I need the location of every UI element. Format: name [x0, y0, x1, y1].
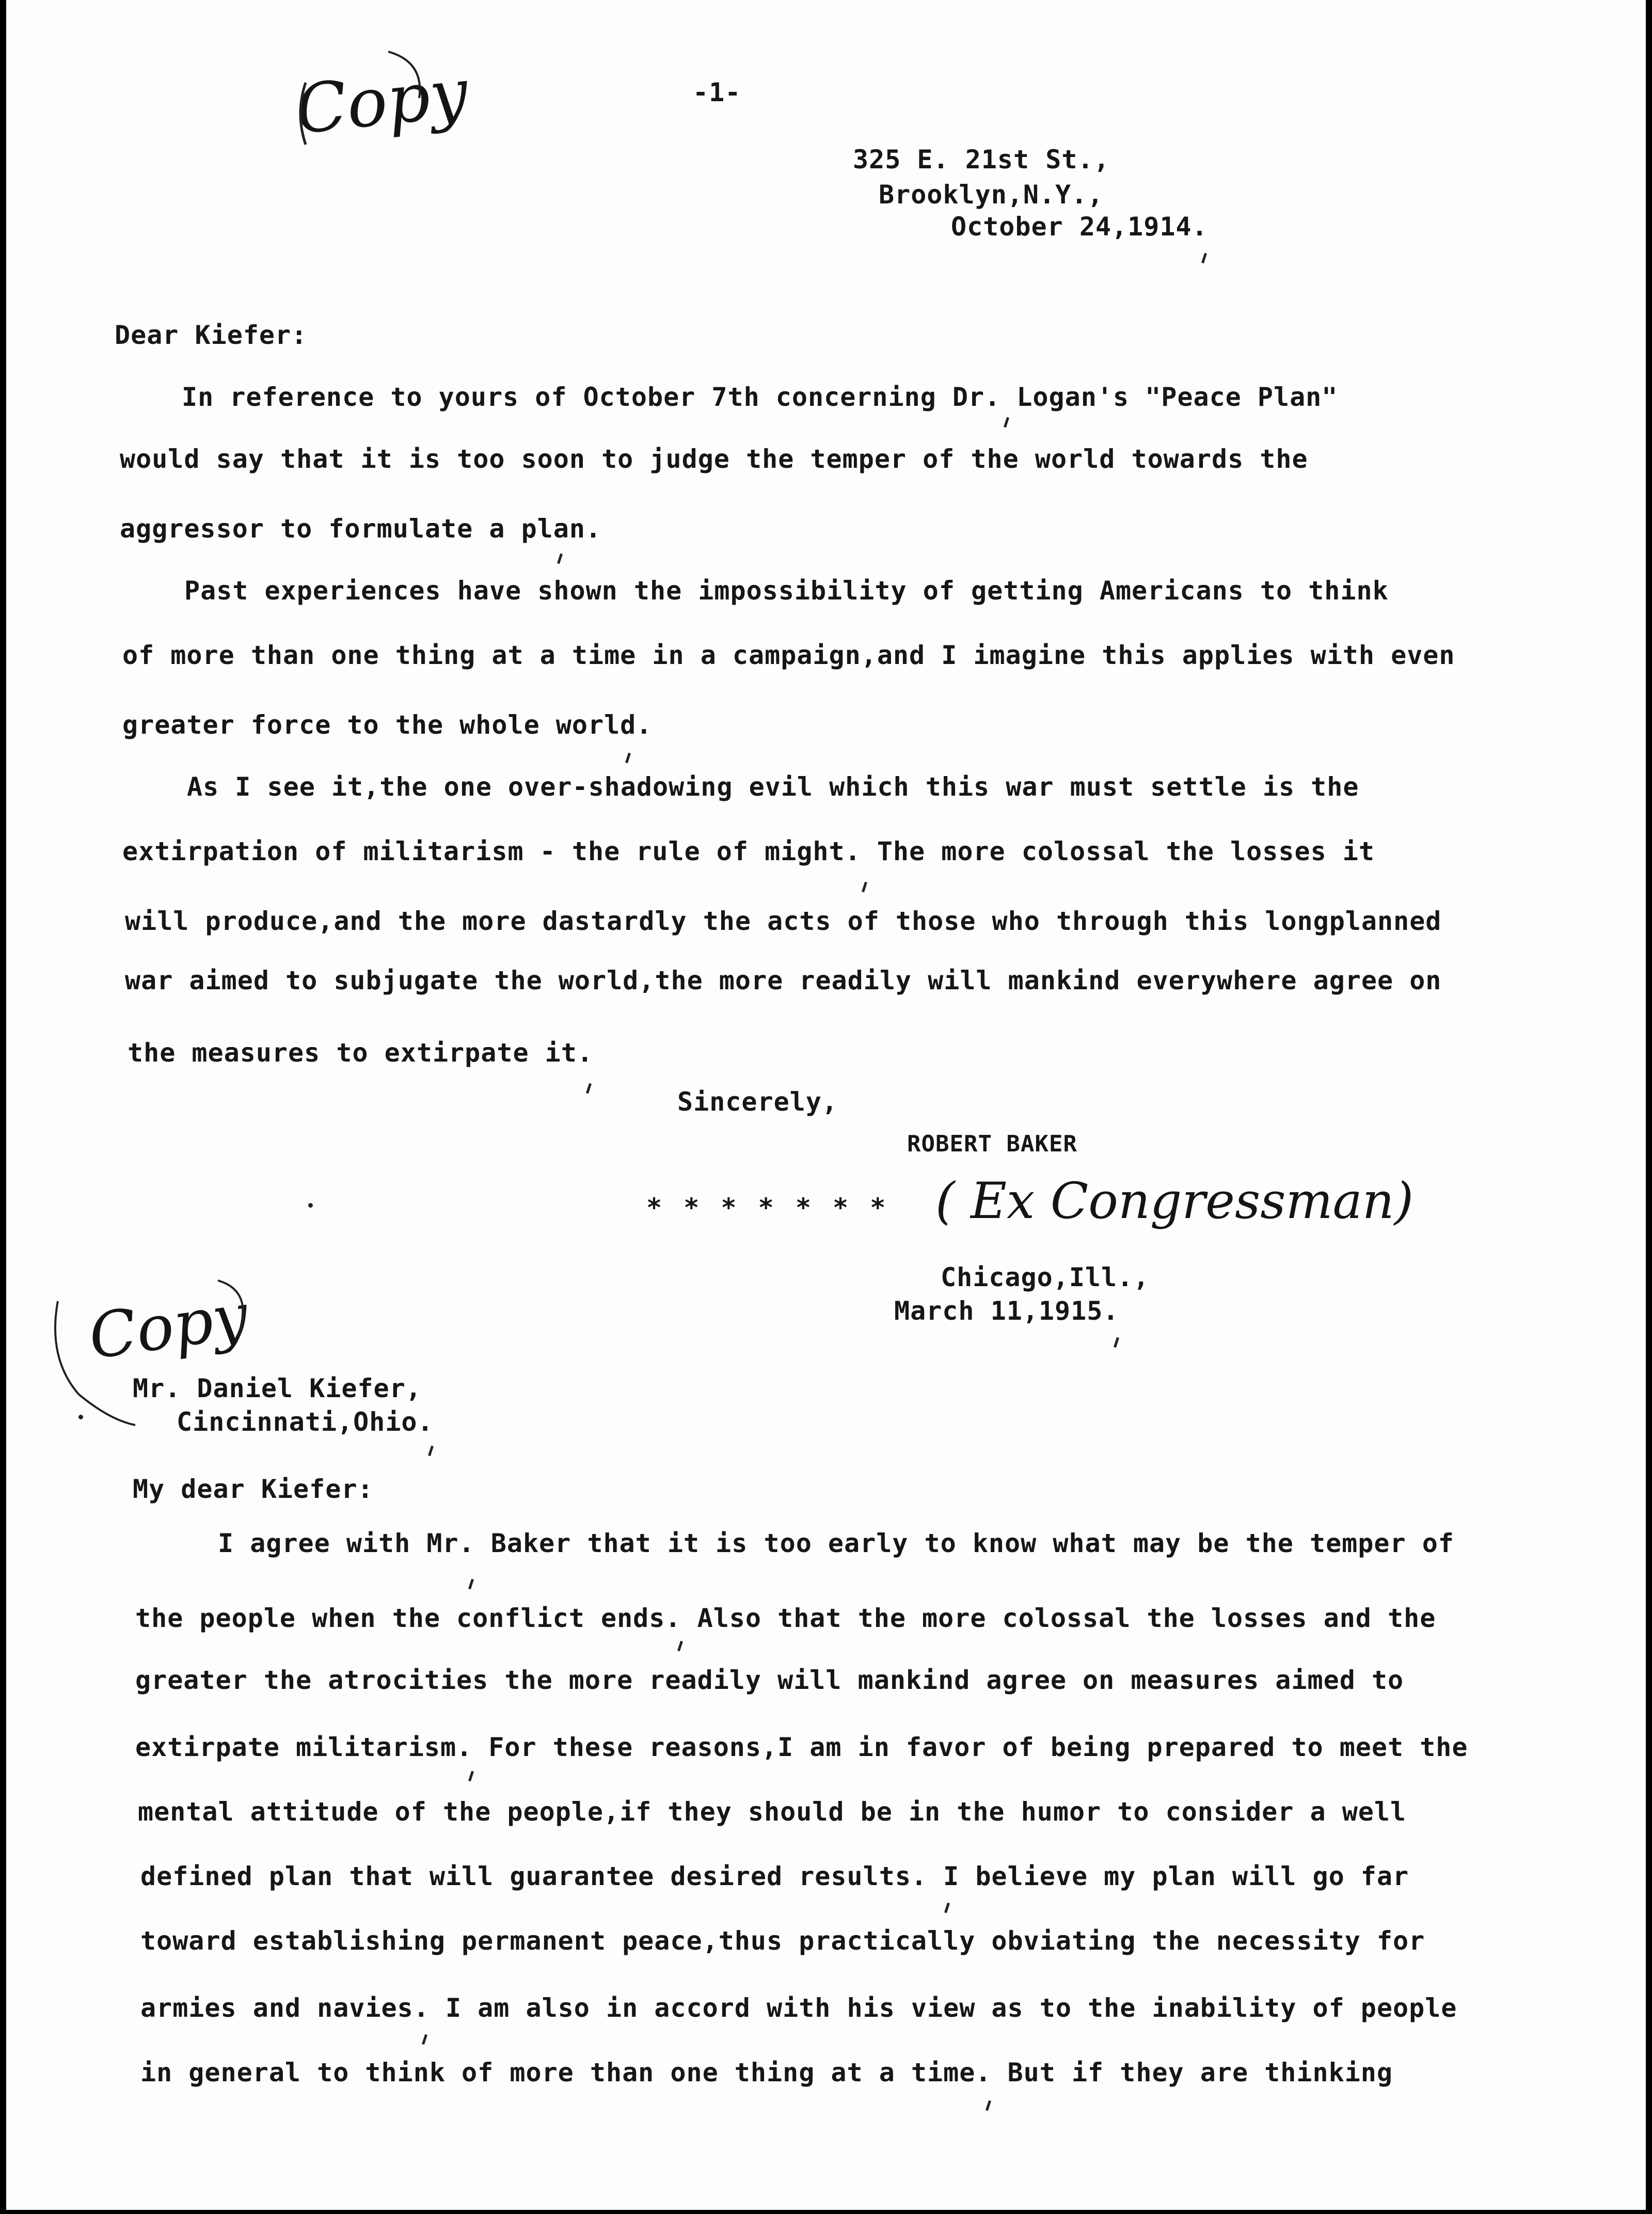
letter2-recipient-line-2: Cincinnati,Ohio.: [177, 1407, 434, 1437]
pencil-tick-mark: [468, 1771, 474, 1782]
handwritten-copy-annotation: Copy: [84, 1280, 252, 1373]
pencil-tick-mark: [677, 1641, 683, 1652]
page-number: -1-: [693, 77, 741, 107]
pencil-tick-mark: [468, 1579, 474, 1590]
letter1-address-line-1: 325 E. 21st St.,: [853, 145, 1110, 175]
letter1-body-line: As I see it,the one over-shadowing evil which this war must settle is the: [187, 772, 1359, 802]
letter1-body-line: In reference to yours of October 7th concerning Dr. Logan's "Peace Plan": [182, 382, 1338, 412]
stray-dot-mark: [78, 1415, 83, 1419]
letter1-body-line: extirpation of militarism - the rule of might. The more colossal the losses it: [122, 836, 1375, 866]
letter1-body-line: greater force to the whole world.: [122, 710, 653, 740]
letter2-body-line: greater the atrocities the more readily will mankind agree on measures aimed to: [135, 1665, 1404, 1695]
pencil-tick-mark: [625, 753, 631, 764]
letter2-date: March 11,1915.: [894, 1296, 1119, 1326]
letter1-body-line: war aimed to subjugate the world,the more readily will mankind everywhere agree on: [125, 966, 1442, 995]
letter2-salutation: My dear Kiefer:: [133, 1474, 374, 1504]
pencil-tick-mark: [944, 1903, 950, 1913]
handwritten-copy-annotation: Copy: [291, 53, 472, 150]
letter1-body-line: would say that it is too soon to judge the temper of the world towards the: [120, 444, 1308, 474]
letter1-closing: Sincerely,: [677, 1087, 838, 1117]
document-page: [6, 0, 1646, 2210]
pencil-tick-mark: [428, 1446, 434, 1457]
pencil-tick-mark: [1114, 1337, 1119, 1348]
pencil-tick-mark: [862, 882, 867, 893]
letter2-body-line: toward establishing permanent peace,thus practically obviating the necessity for: [140, 1926, 1425, 1956]
letter1-salutation: Dear Kiefer:: [115, 320, 308, 350]
letter1-body-line: aggressor to formulate a plan.: [120, 514, 602, 544]
letter2-body-line: in general to think of more than one thing at a time. But if they are thinking: [140, 2058, 1393, 2088]
letter2-recipient-line-1: Mr. Daniel Kiefer,: [133, 1373, 422, 1403]
letter1-body-line: of more than one thing at a time in a campaign,and I imagine this applies with even: [122, 640, 1455, 670]
letter1-body-line: Past experiences have shown the impossibility of getting Americans to think: [184, 576, 1389, 606]
letter2-body-line: armies and navies. I am also in accord with his view as to the inability of people: [140, 1993, 1457, 2023]
pencil-tick-mark: [586, 1083, 592, 1094]
letter2-body-line: I agree with Mr. Baker that it is too early to know what may be the temper of: [218, 1528, 1454, 1558]
pencil-tick-mark: [986, 2100, 991, 2111]
letter2-body-line: extirpate militarism. For these reasons,I am in favor of being prepared to meet the: [135, 1732, 1468, 1762]
handwritten-ex-congressman-annotation: ( Ex Congressman): [935, 1172, 1414, 1230]
stray-dot-mark: [308, 1203, 313, 1208]
letter1-body-line: will produce,and the more dastardly the acts of those who through this longplanned: [125, 906, 1442, 936]
letter2-body-line: defined plan that will guarantee desired results. I believe my plan will go far: [140, 1861, 1409, 1891]
copy-bracket-mark: [285, 41, 440, 165]
letter1-date: October 24,1914.: [951, 212, 1208, 242]
pencil-tick-mark: [1004, 417, 1009, 428]
letter1-body-line: the measures to extirpate it.: [128, 1038, 593, 1068]
pencil-tick-mark: [422, 2034, 427, 2045]
letter1-signature: ROBERT BAKER: [907, 1131, 1077, 1157]
letter1-address-line-2: Brooklyn,N.Y.,: [879, 180, 1104, 210]
pencil-tick-mark: [1201, 253, 1207, 264]
letter2-address-line-1: Chicago,Ill.,: [941, 1262, 1150, 1292]
pencil-tick-mark: [557, 554, 563, 564]
letter2-body-line: mental attitude of the people,if they should be in the humor to consider a well: [138, 1797, 1407, 1827]
letter2-body-line: the people when the conflict ends. Also that the more colossal the losses and the: [135, 1603, 1436, 1633]
section-separator: * * * * * * *: [646, 1193, 889, 1223]
